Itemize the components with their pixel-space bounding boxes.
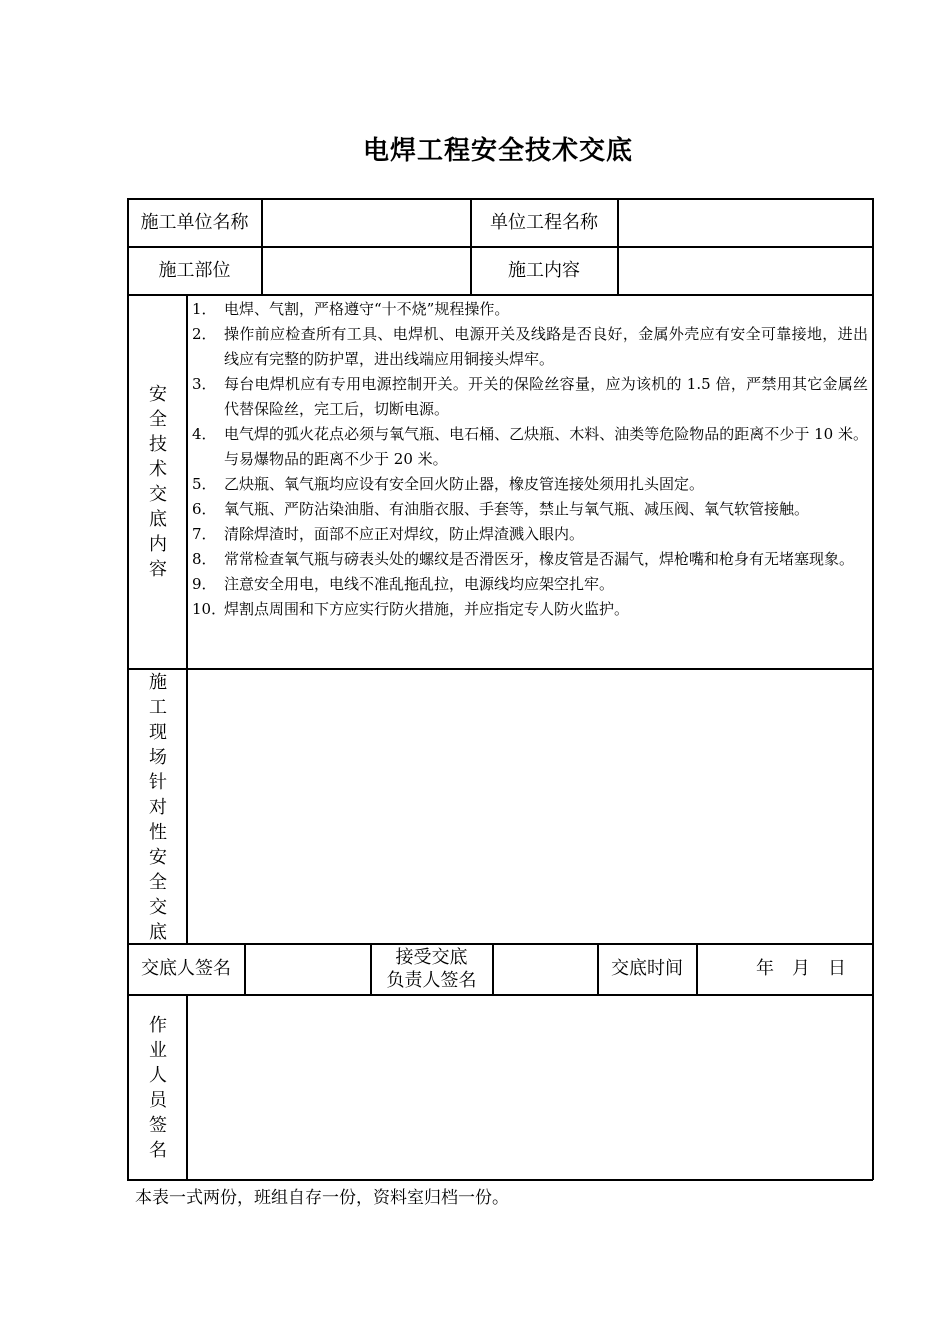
label-char: 员 xyxy=(149,1090,167,1111)
site-section-label xyxy=(128,670,188,945)
footnote: 本表一式两份，班组自存一份，资料室归档一份。 xyxy=(135,1188,509,1208)
receiver-label-line2: 负责人签名 xyxy=(386,970,477,991)
giver-signature-field[interactable] xyxy=(246,944,370,994)
worker-signature-area[interactable] xyxy=(188,996,872,1179)
item-number: 7． xyxy=(192,525,217,543)
item-number: 4． xyxy=(192,425,217,443)
handover-date-field[interactable]: 年 月 日 xyxy=(756,958,846,980)
label-char: 交 xyxy=(149,484,167,505)
label-char: 性 xyxy=(149,822,167,843)
label-char: 内 xyxy=(149,534,167,555)
site-section-content-field[interactable] xyxy=(188,670,872,943)
label-char: 针 xyxy=(149,772,167,793)
list-item xyxy=(192,597,868,622)
item-number: 3． xyxy=(192,375,217,393)
project-name-label: 单位工程名称 xyxy=(490,211,598,233)
receiver-signature-label xyxy=(371,944,492,994)
item-number: 6． xyxy=(192,500,217,518)
item-text: 电气焊的弧火花点必须与氧气瓶、电石桶、乙炔瓶、木料、油类等危险物品的距离不少于 10 米。与易爆物品的距离不少于 20 米。 xyxy=(224,425,868,468)
construction-unit-label: 施工单位名称 xyxy=(140,211,249,233)
label-char: 容 xyxy=(149,559,167,580)
label-char: 签 xyxy=(149,1115,167,1136)
item-text: 氧气瓶、严防沾染油脂、有油脂衣服、手套等，禁止与氧气瓶、减压阀、氧气软管接触。 xyxy=(224,500,810,518)
safety-items-list xyxy=(192,297,868,622)
list-item xyxy=(192,497,868,522)
construction-content-field[interactable] xyxy=(618,247,872,294)
worker-signature-label xyxy=(128,1013,188,1163)
label-char: 名 xyxy=(149,1140,167,1161)
item-text: 每台电焊机应有专用电源控制开关。开关的保险丝容量，应为该机的 1.5 倍，严禁用其它金属丝代替保险丝，完工后，切断电源。 xyxy=(224,375,868,418)
label-char: 现 xyxy=(149,722,167,743)
label-char: 技 xyxy=(149,434,167,455)
receiver-signature-field[interactable] xyxy=(494,944,597,994)
item-text: 清除焊渣时，面部不应正对焊纹，防止焊渣溅入眼内。 xyxy=(224,525,585,543)
label-char: 施 xyxy=(149,672,167,693)
construction-part-field[interactable] xyxy=(262,247,470,294)
item-number: 9． xyxy=(192,575,217,593)
label-char: 底 xyxy=(149,922,167,943)
list-item xyxy=(192,547,868,572)
list-item xyxy=(192,372,868,422)
label-char: 业 xyxy=(149,1040,167,1061)
row-divider xyxy=(127,294,873,296)
list-item xyxy=(192,572,868,597)
label-char: 术 xyxy=(149,459,167,480)
item-number: 1． xyxy=(192,300,217,318)
construction-content-label: 施工内容 xyxy=(508,259,580,281)
giver-signature-label: 交底人签名 xyxy=(141,958,231,980)
label-char: 工 xyxy=(149,697,167,718)
document-title: 电焊工程安全技术交底 xyxy=(362,136,633,166)
item-text: 电焊、气割，严格遵守“十不烧”规程操作。 xyxy=(224,300,510,318)
item-number: 8． xyxy=(192,550,217,568)
list-item xyxy=(192,422,868,472)
construction-unit-field[interactable] xyxy=(262,199,470,246)
item-text: 注意安全用电，电线不准乱拖乱拉，电源线均应架空扎牢。 xyxy=(224,575,615,593)
list-item xyxy=(192,322,868,372)
label-char: 全 xyxy=(149,409,167,430)
item-text: 操作前应检查所有工具、电焊机、电源开关及线路是否良好，金属外壳应有安全可靠接地，进出线应有完整的防护罩，进出线端应用铜接头焊牢。 xyxy=(224,325,868,368)
label-char: 对 xyxy=(149,797,167,818)
item-number: 2． xyxy=(192,325,217,343)
table-border-right xyxy=(872,198,874,1180)
label-char: 全 xyxy=(149,872,167,893)
label-char: 安 xyxy=(149,384,167,405)
label-char: 作 xyxy=(149,1015,167,1036)
item-number: 10． xyxy=(192,600,227,618)
list-item xyxy=(192,522,868,547)
label-char: 人 xyxy=(149,1065,167,1086)
construction-part-label: 施工部位 xyxy=(158,259,231,281)
label-char: 底 xyxy=(149,509,167,530)
list-item xyxy=(192,472,868,497)
label-char: 交 xyxy=(149,897,167,918)
list-item xyxy=(192,297,868,322)
receiver-label-line1: 接受交底 xyxy=(395,946,468,968)
label-char: 安 xyxy=(149,847,167,868)
item-text: 常常检查氧气瓶与磅表头处的螺纹是否滑医牙，橡皮管是否漏气，焊枪嘴和枪身有无堵塞现象。 xyxy=(224,550,855,568)
item-text: 乙炔瓶、氧气瓶均应设有安全回火防止器，橡皮管连接处须用扎头固定。 xyxy=(224,475,705,493)
handover-time-label: 交底时间 xyxy=(611,958,683,980)
item-text: 焊割点周围和下方应实行防火措施，并应指定专人防火监护。 xyxy=(224,600,630,618)
project-name-field[interactable] xyxy=(618,199,872,246)
table-border-bottom xyxy=(127,1179,873,1181)
safety-section-label xyxy=(128,382,188,582)
label-char: 场 xyxy=(149,747,167,768)
item-number: 5． xyxy=(192,475,217,493)
